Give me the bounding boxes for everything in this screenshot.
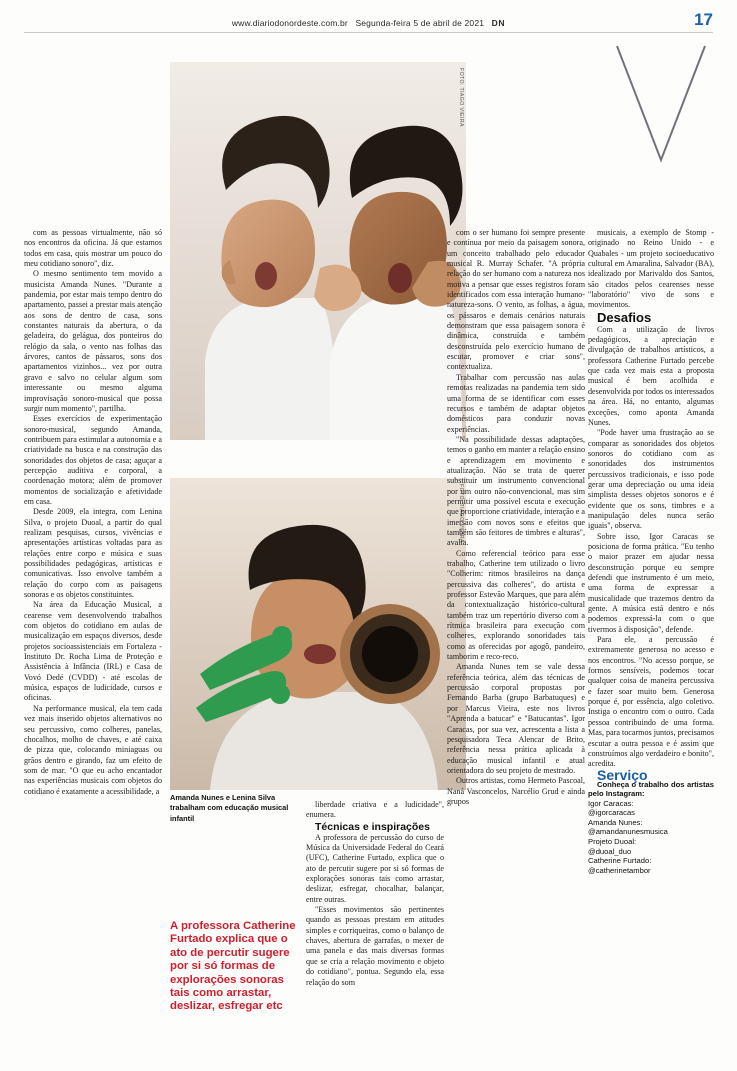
page-number: 17 <box>694 10 713 29</box>
article-column-1 <box>24 228 162 797</box>
servico-handle[interactable]: @duoal_duo <box>588 846 632 856</box>
masthead-site: www.diariodonordeste.com.br <box>231 18 348 28</box>
list-item <box>588 837 714 856</box>
masthead <box>0 18 737 28</box>
subhead-tecnicas-e-inspiracoes: Técnicas e inspirações <box>315 820 430 833</box>
paragraph: Na área da Educação Musical, a cearense vem desenvolvendo trabalhos com objetos do cotidiano em aulas de musicalização em espaços diversos, desde projetos socioassistenciais em Fortaleza - Instituto Dr. Rocha Lima de Proteção e Assistência à Infância (IRL) e Casa de Vovó Dedé (CVDD) - até escolas de música, espaços de ludicidade, cursos e oficinas. <box>24 600 162 703</box>
paragraph: "Esses movimentos são pertinentes quando as pessoas prestam em atitudes simples e corriqueiras, como o balanço de chaves, abertura de garrafas, o mexer de uma panela e das mais diversas formas que se cria a relação movimento e objeto do cotidiano", pontua. Segundo ela, essa relação do som <box>306 905 444 987</box>
article-column-4 <box>588 228 714 875</box>
paragraph: Sobre isso, Igor Caracas se posiciona de forma prática. "Eu tenho o maior prazer em ajudar nessa desconstrução porque eu sempre defendi que instrumento é um meio, uma forma de expressar a musicalidade que trazemos dentro da gente. A música está dentro e nós podemos expressá-la com o que tivermos à disposição", defende. <box>588 531 714 634</box>
masthead-spacer2 <box>487 18 490 28</box>
list-item <box>588 818 714 837</box>
servico-name: Amanda Nunes: <box>588 817 643 827</box>
decorative-v-mark <box>613 44 709 164</box>
servico-name: Catherine Furtado: <box>588 856 652 866</box>
paragraph: Amanda Nunes tem se vale dessa referência teórica, além das técnicas de percussão corporal propostas por Fernando Barba (grupo Barbatuques) e por Marcus Vieira, este nos livros "Aprenda a batucar" e "Batucantas". Igor Caracas, por sua vez, acrescenta a lista a pesquisadora Teca Alencar de Brito, referência nessa prática aplicada à educação musical infantil e atual orientadora do seu projeto de mestrado. <box>447 662 585 775</box>
article-column-2 <box>306 800 444 988</box>
paragraph: Com a utilização de livros pedagógicos, a apreciação e divulgação de trabalhos artísticos, a professora Catherine Furtado percebe que cada vez mais esta a proposta musical é bem acolhida e desenvolvida por todos os interessados na área. Há, no entanto, algumas exceções, como aponta Amanda Nunes. <box>588 324 714 427</box>
photo-woman-with-gourd-and-shakers <box>170 478 466 790</box>
paragraph: Na performance musical, ela tem cada vez mais inserido objetos alternativos no seu percussivo, como colheres, panelas, chocalhos, molho de chaves, e até caixa de pizza que, colocando miniaguas ou grãos dentro e girando, faz um efeito de som de mar. "O que eu acho encantador nas experiências musicais com objetos do cotidiano é exatamente a acessibilidade, a <box>24 703 162 796</box>
masthead-date: Segunda-feira 5 de abril de 2021 <box>355 18 485 28</box>
paragraph: Outros artistas, como Hermeto Pascoal, Naná Vasconcelos, Narcélio Grud e ainda grupos <box>447 776 585 806</box>
photo-caption: Amanda Nunes e Lenina Silva trabalham com educação musical infantil <box>170 793 289 823</box>
servico-title: Serviço <box>597 766 648 783</box>
photo-credit-top: FOTO: TIAGO VIEIRA <box>458 68 464 127</box>
paragraph: O mesmo sentimento tem movido a musicista Amanda Nunes. "Durante a pandemia, por estar mais tempo dentro do apartamento, passei a prestar mais atenção aos sons de dentro de casa, sons constantes naturais da abertura, o da geladeira, do gelágua, dos ponteiros do relógio da sala, o vento nas folhas das árvores, cantos de pássaros, sons dos apartamentos vizinhos... vez por outra gravo e salvo no celular algum som interessante ou mesmo alguma improvisação sonoro-musical que possa surgir num momento", partilha. <box>24 269 162 413</box>
paragraph: Como referencial teórico para esse trabalho, Catherine tem utilizado o livro "Colherim: ritmos brasileiros na dança percussiva das colheres", do artista e professor Estevão Marques, que para além da contextualização histórico-cultural também traz um repertório diverso com a rítmica brasileira para execução com colheres, explorando sonoridades tais como as oferecidas por agogô, pandeiro, tamborim e reco-reco. <box>447 548 585 662</box>
paragraph: "Na possibilidade dessas adaptações, temos o ganho em manter a relação ensino e aprendizagem em movimento e atualização. Não se trata de querer substituir um instrumento convencional por um outro não-convencional, mas sim permitir uma possível escuta e execução que proporcione criatividade, interação e a imersão com novos sons e efeitos que também são feitores de timbres e alturas", avalia. <box>447 434 585 548</box>
paragraph: Desde 2009, ela integra, com Lenina Silva, o projeto Duoal, a partir do qual realizam pesquisas, cursos, vivências e apresentações artísticas voltadas para as relações entre corpo e música e suas possibilidades pedagógicas, artísticas e comunicativas. Isso envolve também a relação do corpo com as paisagens sonoras e os objetos constituintes. <box>24 507 162 600</box>
list-item <box>588 799 714 818</box>
servico-subtitle: Conheça o trabalho dos artistas pelo Instagram: <box>588 779 714 799</box>
list-item <box>588 856 714 875</box>
masthead-brand: DN <box>491 18 506 28</box>
subhead-desafios: Desafios <box>597 309 652 325</box>
paragraph: com as pessoas virtualmente, não só nos encontros da oficina. Já que estamos todos em casa, quis mostrar um pouco do meu cotidiano sonoro", diz. <box>24 228 162 269</box>
header-divider <box>24 32 713 33</box>
paragraph: com o ser humano foi sempre presente e contínua por meio da paisagem sonora, um conceito trabalhado pelo educador musical R. Murray Schafer. "A própria relação do ser humano com a natureza nos motiva a pensar que esses registros foram identificados com essa interação humano-natureza-sons. O vento, as folhas, a água, os pássaros e demais cenários naturais demonstram que essa paisagem sonora é dinâmica, construída e também desconstruída pelo exercício humano de escutar, promover e criar sons", contextualiza. <box>447 228 585 372</box>
servico-handle[interactable]: @amandanunesmusica <box>588 827 668 837</box>
pull-quote: A professora Catherine Furtado explica que o ato de percutir sugere por si só formas de explorações sonoras tais como arrastar, deslizar, esfregar etc <box>170 920 296 1013</box>
servico-handle[interactable]: @catherinetambor <box>588 865 651 875</box>
paragraph: Para ele, a percussão é extremamente generosa no acesso e nos encontros. "No acesso porque, se formos sensíveis, podemos tocar qualquer coisa de maneira percussiva e fazer soar muito bem. Generosa porque é, por essência, algo coletivo. Instiga o encontro com o outro. Cada pessoa contribuindo de uma forma. Mas, para tocarmos juntos, precisamos escutar a outra pessoa e é assim que construímos algo verdadeiro e bonito", acredita. <box>588 635 714 769</box>
paragraph: Esses exercícios de experimentação sonoro-musical, segundo Amanda, contribuem para estimular a autonomia e a criatividade na busca e na construção das sonoridades dos objetos de casa; aguçar a percepção auditiva e corporal, a coordenação motora; além de promover momentos de socialização e afetividade em casa. <box>24 414 162 506</box>
servico-handle[interactable]: @igorcaracas <box>588 808 635 818</box>
servico-name: Projeto Duoal: <box>588 837 637 847</box>
photo-two-women-vocalizing <box>170 62 466 440</box>
paragraph: Trabalhar com percussão nas aulas remotas realizadas na pandemia tem sido uma forma de se identificar com esses recursos e também de adaptar objetos domésticos para conduzir novas experiências. <box>447 372 585 434</box>
paragraph: musicais, a exemplo de Stomp - originado no Reino Unido - e Quabales - um projeto socioeducativo cultural em Amaralina, Salvador (BA), idealizado por Marivaldo dos Santos, são citados pelos cearenses nesse "laboratório" vivo de sons e movimentos. <box>588 228 714 310</box>
photo-credit-bottom: FOTO: TIAGO VIEIRA <box>458 484 464 543</box>
masthead-spacer <box>350 18 353 28</box>
paragraph: A professora de percussão do curso de Música da Universidade Federal do Ceará (UFC), Catherine Furtado, explica que o ato de percutir sugere por si só formas de explorações sonoras tais como arrastar, deslizar, esfregar, chocalhar, balançar, entre outras. <box>306 832 444 904</box>
servico-list <box>588 799 714 876</box>
paragraph: "Pode haver uma frustração ao se comparar as sonoridades dos objetos sonoros do cotidiano com as sonoridades dos instrumentos percussivos tradicionais, e isso pode gerar uma depreciação ou uma ideia simplista desses objetos sonoros e é evidente que os sons, timbres e a manipulação deles nunca serão iguais", observa. <box>588 428 714 531</box>
servico-name: Igor Caracas: <box>588 798 634 808</box>
article-column-3 <box>447 228 585 807</box>
paragraph: liberdade criativa e a ludicidade", enumera. <box>306 800 444 820</box>
